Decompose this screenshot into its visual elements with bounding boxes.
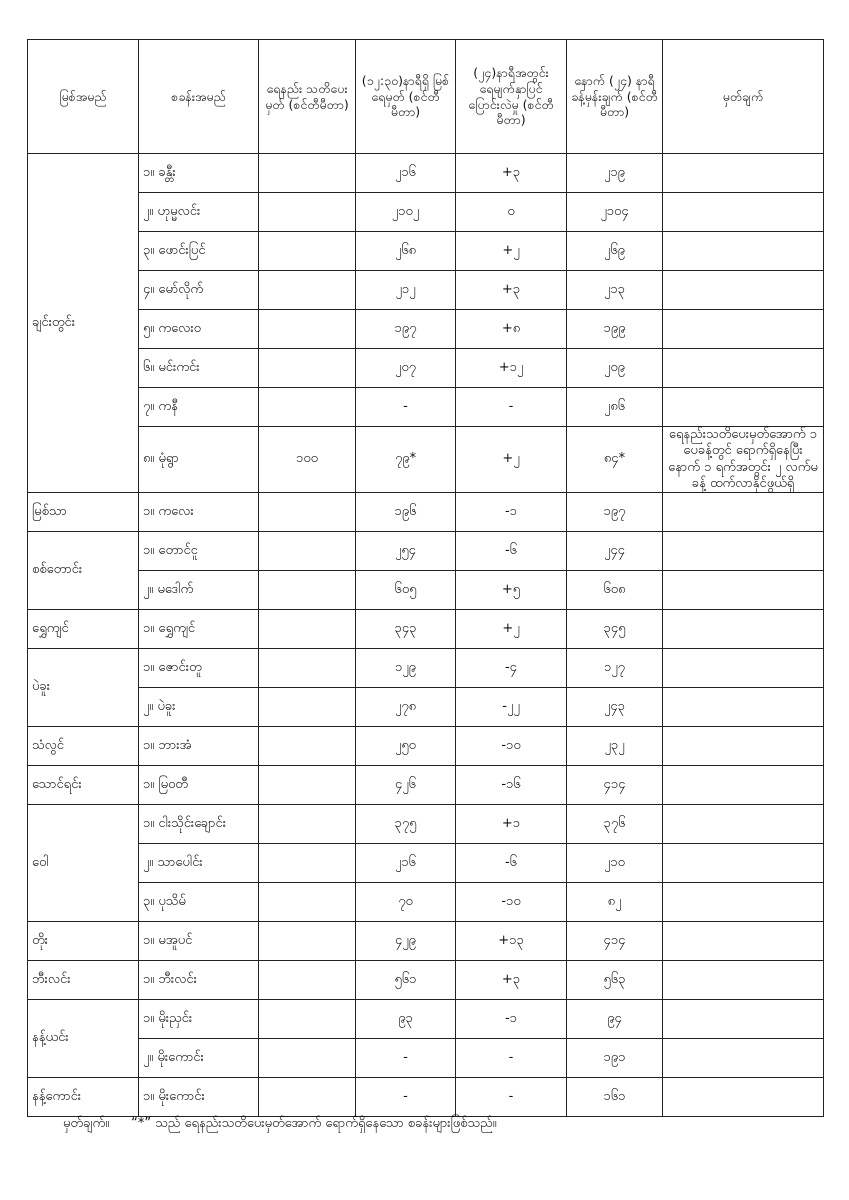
header-remarks: မှတ်ချက် [663, 40, 824, 154]
table-row [28, 688, 824, 727]
forecast-cell: ၂၄၃ [567, 688, 663, 727]
table-row [28, 1078, 824, 1117]
change-cell: -၁ [456, 1000, 567, 1039]
warning-level-cell [259, 610, 356, 649]
change-cell: +၁၃ [456, 922, 567, 961]
forecast-cell: ၄၁၄ [567, 766, 663, 805]
observed-level-cell: ၃၇၅ [356, 805, 456, 844]
station-name-cell: ၃။ ပုသိမ် [139, 883, 259, 922]
table-row [28, 1000, 824, 1039]
station-name-cell: ၂။ မိုးကောင်း [139, 1039, 259, 1078]
station-name-cell: ၁။ မအူပင် [139, 922, 259, 961]
table-row [28, 427, 824, 493]
table-row [28, 649, 824, 688]
warning-level-cell [259, 232, 356, 271]
header-station: စခန်းအမည် [139, 40, 259, 154]
observed-level-cell: ၂၁၆ [356, 844, 456, 883]
change-cell: - [456, 1039, 567, 1078]
warning-level-cell [259, 883, 356, 922]
observed-level-cell: ၉၃ [356, 1000, 456, 1039]
remark-cell [663, 1000, 824, 1039]
warning-level-cell: ၁၀၀ [259, 427, 356, 493]
station-name-cell: ၆။ မင်းကင်း [139, 349, 259, 388]
change-cell: -၁ [456, 493, 567, 532]
station-name-cell: ၁။ မိုးကောင်း [139, 1078, 259, 1117]
remark-cell [663, 688, 824, 727]
change-cell: -၆ [456, 532, 567, 571]
remark-cell [663, 571, 824, 610]
table-row [28, 349, 824, 388]
remark-cell: ရေနည်းသတိပေးမှတ်အောက် ၁ ပေခန့်တွင် ရောက်ရှိနေပြီး နောက် ၁ ရက်အတွင်း ၂ လက်မခန့် ထက်လာနိုင်ဖွယ်ရှိ [663, 427, 824, 493]
warning-level-cell [259, 1039, 356, 1078]
table-row [28, 154, 824, 193]
forecast-cell: ၂၈၆ [567, 388, 663, 427]
warning-level-cell [259, 688, 356, 727]
footnote-label: မှတ်ချက်။ [63, 1116, 110, 1131]
station-name-cell: ၁။ ခန္တီး [139, 154, 259, 193]
forecast-cell: ၂၁၀ [567, 844, 663, 883]
river-name-cell: တိုး [28, 922, 139, 961]
observed-level-cell: ၂၇၈ [356, 688, 456, 727]
warning-level-cell [259, 532, 356, 571]
observed-level-cell: ၅၆၁ [356, 961, 456, 1000]
station-name-cell: ၃။ ဖောင်းပြင် [139, 232, 259, 271]
change-cell: -၁၀ [456, 883, 567, 922]
observed-level-cell: ၁၂၉ [356, 649, 456, 688]
table-row [28, 805, 824, 844]
forecast-cell: ၂၁၀၄ [567, 193, 663, 232]
table-row [28, 193, 824, 232]
observed-level-cell: ၁၉၆ [356, 493, 456, 532]
observed-level-cell: ၁၉၇ [356, 310, 456, 349]
station-name-cell: ၁။ မြဝတီ [139, 766, 259, 805]
warning-level-cell [259, 193, 356, 232]
change-cell: +၃ [456, 154, 567, 193]
forecast-cell: ၂၁၉ [567, 154, 663, 193]
forecast-cell: ၄၁၄ [567, 922, 663, 961]
station-name-cell: ၅။ ကလေးဝ [139, 310, 259, 349]
forecast-cell: ၂၀၉ [567, 349, 663, 388]
observed-level-cell: ၂၁၀၂ [356, 193, 456, 232]
forecast-cell: ၅၆၃ [567, 961, 663, 1000]
river-name-cell: သံလွင် [28, 727, 139, 766]
remark-cell [663, 310, 824, 349]
forecast-cell: ၁၆၁ [567, 1078, 663, 1117]
header-forecast: နောက် (၂၄) နာရီ ခန့်မှန်းချက် (စင်တီမီတာ) [567, 40, 663, 154]
table-row [28, 388, 824, 427]
remark-cell [663, 727, 824, 766]
change-cell: ၀ [456, 193, 567, 232]
remark-cell [663, 193, 824, 232]
table-row [28, 271, 824, 310]
change-cell: -၁၆ [456, 766, 567, 805]
change-cell: +၂ [456, 232, 567, 271]
remark-cell [663, 883, 824, 922]
observed-level-cell: ၇၉* [356, 427, 456, 493]
warning-level-cell [259, 349, 356, 388]
header-observed-level: (၁၂:၃၀)နာရီရှိ မြစ်ရေမှတ် (စင်တီမီတာ) [356, 40, 456, 154]
warning-level-cell [259, 961, 356, 1000]
remark-cell [663, 844, 824, 883]
station-name-cell: ၁။ ဘီးလင်း [139, 961, 259, 1000]
change-cell: -၄ [456, 649, 567, 688]
remark-cell [663, 1039, 824, 1078]
river-name-cell: ရွှေကျင် [28, 610, 139, 649]
change-cell: +၂ [456, 427, 567, 493]
table-row [28, 532, 824, 571]
remark-cell [663, 922, 824, 961]
river-name-cell: သောင်ရင်း [28, 766, 139, 805]
table-row [28, 610, 824, 649]
forecast-cell: ၉၄ [567, 1000, 663, 1039]
table-row [28, 766, 824, 805]
table-row [28, 922, 824, 961]
table-row [28, 961, 824, 1000]
river-name-cell: နန့်ယင်း [28, 1000, 139, 1078]
warning-level-cell [259, 154, 356, 193]
table-row [28, 493, 824, 532]
forecast-cell: ၂၁၃ [567, 271, 663, 310]
station-name-cell: ၁။ ရွှေကျင် [139, 610, 259, 649]
river-name-cell: နန့်ကောင်း [28, 1078, 139, 1117]
river-name-cell: ဘီးလင်း [28, 961, 139, 1000]
observed-level-cell: ၂၀၇ [356, 349, 456, 388]
observed-level-cell: ၃၄၃ [356, 610, 456, 649]
change-cell: -၁၀ [456, 727, 567, 766]
warning-level-cell [259, 922, 356, 961]
station-name-cell: ၁။ ဇောင်းတူ [139, 649, 259, 688]
observed-level-cell: ၄၂၉ [356, 922, 456, 961]
table-row [28, 232, 824, 271]
forecast-cell: ၁၂၇ [567, 649, 663, 688]
change-cell: +၁ [456, 805, 567, 844]
warning-level-cell [259, 388, 356, 427]
table-row [28, 571, 824, 610]
table-body [28, 154, 824, 1117]
change-cell: +၅ [456, 571, 567, 610]
remark-cell [663, 349, 824, 388]
forecast-cell: ၃၇၆ [567, 805, 663, 844]
header-warning-level: ရေနည်း သတိပေးမှတ် (စင်တီမီတာ) [259, 40, 356, 154]
warning-level-cell [259, 727, 356, 766]
observed-level-cell: ၂၅၀ [356, 727, 456, 766]
river-name-cell: စစ်တောင်း [28, 532, 139, 610]
header-river: မြစ်အမည် [28, 40, 139, 154]
station-name-cell: ၈။ မုံရွာ [139, 427, 259, 493]
remark-cell [663, 532, 824, 571]
warning-level-cell [259, 571, 356, 610]
table-row [28, 883, 824, 922]
change-cell: +၃ [456, 961, 567, 1000]
river-name-cell: ချင်းတွင်း [28, 154, 139, 493]
header-24h-change: (၂၄)နာရီအတွင်း ရေမျက်နှာပြင် ပြောင်းလဲမှု (စင်တီမီတာ) [456, 40, 567, 154]
forecast-cell: ၂၆၉ [567, 232, 663, 271]
table-row [28, 1039, 824, 1078]
observed-level-cell: ၂၅၄ [356, 532, 456, 571]
remark-cell [663, 1078, 824, 1117]
change-cell: - [456, 388, 567, 427]
observed-level-cell: ၂၁၂ [356, 271, 456, 310]
remark-cell [663, 649, 824, 688]
observed-level-cell: ၄၂၆ [356, 766, 456, 805]
footnote-text: “*” သည် ရေနည်းသတိပေးမှတ်အောက် ရောက်ရှိနေသော စခန်းများဖြစ်သည်။ [131, 1116, 497, 1131]
station-name-cell: ၂။ မဒေါက် [139, 571, 259, 610]
river-name-cell: မြစ်သာ [28, 493, 139, 532]
change-cell: +၈ [456, 310, 567, 349]
station-name-cell: ၁။ ကလေး [139, 493, 259, 532]
remark-cell [663, 961, 824, 1000]
observed-level-cell: - [356, 1039, 456, 1078]
change-cell: -၆ [456, 844, 567, 883]
table-row [28, 310, 824, 349]
observed-level-cell: ၇၀ [356, 883, 456, 922]
station-name-cell: ၄။ မော်လိုက် [139, 271, 259, 310]
forecast-cell: ၁၉၁ [567, 1039, 663, 1078]
station-name-cell: ၇။ ကနီ [139, 388, 259, 427]
warning-level-cell [259, 310, 356, 349]
warning-level-cell [259, 1078, 356, 1117]
warning-level-cell [259, 1000, 356, 1039]
remark-cell [663, 610, 824, 649]
river-level-table [27, 39, 824, 1117]
warning-level-cell [259, 649, 356, 688]
observed-level-cell: ၂၁၆ [356, 154, 456, 193]
remark-cell [663, 805, 824, 844]
forecast-cell: ၈၂ [567, 883, 663, 922]
forecast-cell: ၆၀၈ [567, 571, 663, 610]
warning-level-cell [259, 844, 356, 883]
station-name-cell: ၂။ သာပေါင်း [139, 844, 259, 883]
station-name-cell: ၂။ ပဲခူး [139, 688, 259, 727]
change-cell: +၃ [456, 271, 567, 310]
change-cell: -၂၂ [456, 688, 567, 727]
station-name-cell: ၂။ ဟုမ္မလင်း [139, 193, 259, 232]
observed-level-cell: ၆၀၅ [356, 571, 456, 610]
remark-cell [663, 154, 824, 193]
warning-level-cell [259, 805, 356, 844]
forecast-cell: ၈၄* [567, 427, 663, 493]
table-row [28, 844, 824, 883]
river-name-cell: ဝေါ [28, 805, 139, 922]
forecast-cell: ၁၉၇ [567, 493, 663, 532]
remark-cell [663, 388, 824, 427]
remark-cell [663, 493, 824, 532]
station-name-cell: ၁။ ငါးသိုင်းချောင်း [139, 805, 259, 844]
change-cell: - [456, 1078, 567, 1117]
station-name-cell: ၁။ ဘားအံ [139, 727, 259, 766]
remark-cell [663, 271, 824, 310]
warning-level-cell [259, 271, 356, 310]
observed-level-cell: ၂၆၈ [356, 232, 456, 271]
warning-level-cell [259, 766, 356, 805]
change-cell: +၂ [456, 610, 567, 649]
remark-cell [663, 232, 824, 271]
observed-level-cell: - [356, 388, 456, 427]
warning-level-cell [259, 493, 356, 532]
header-row [28, 40, 824, 154]
station-name-cell: ၁။ တောင်ငူ [139, 532, 259, 571]
river-name-cell: ပဲခူး [28, 649, 139, 727]
remark-cell [663, 766, 824, 805]
forecast-cell: ၁၉၉ [567, 310, 663, 349]
forecast-cell: ၃၄၅ [567, 610, 663, 649]
table-row [28, 727, 824, 766]
forecast-cell: ၂၃၂ [567, 727, 663, 766]
change-cell: +၁၂ [456, 349, 567, 388]
forecast-cell: ၂၄၄ [567, 532, 663, 571]
station-name-cell: ၁။ မိုးညှင်း [139, 1000, 259, 1039]
observed-level-cell: - [356, 1078, 456, 1117]
footnote [63, 1115, 497, 1134]
